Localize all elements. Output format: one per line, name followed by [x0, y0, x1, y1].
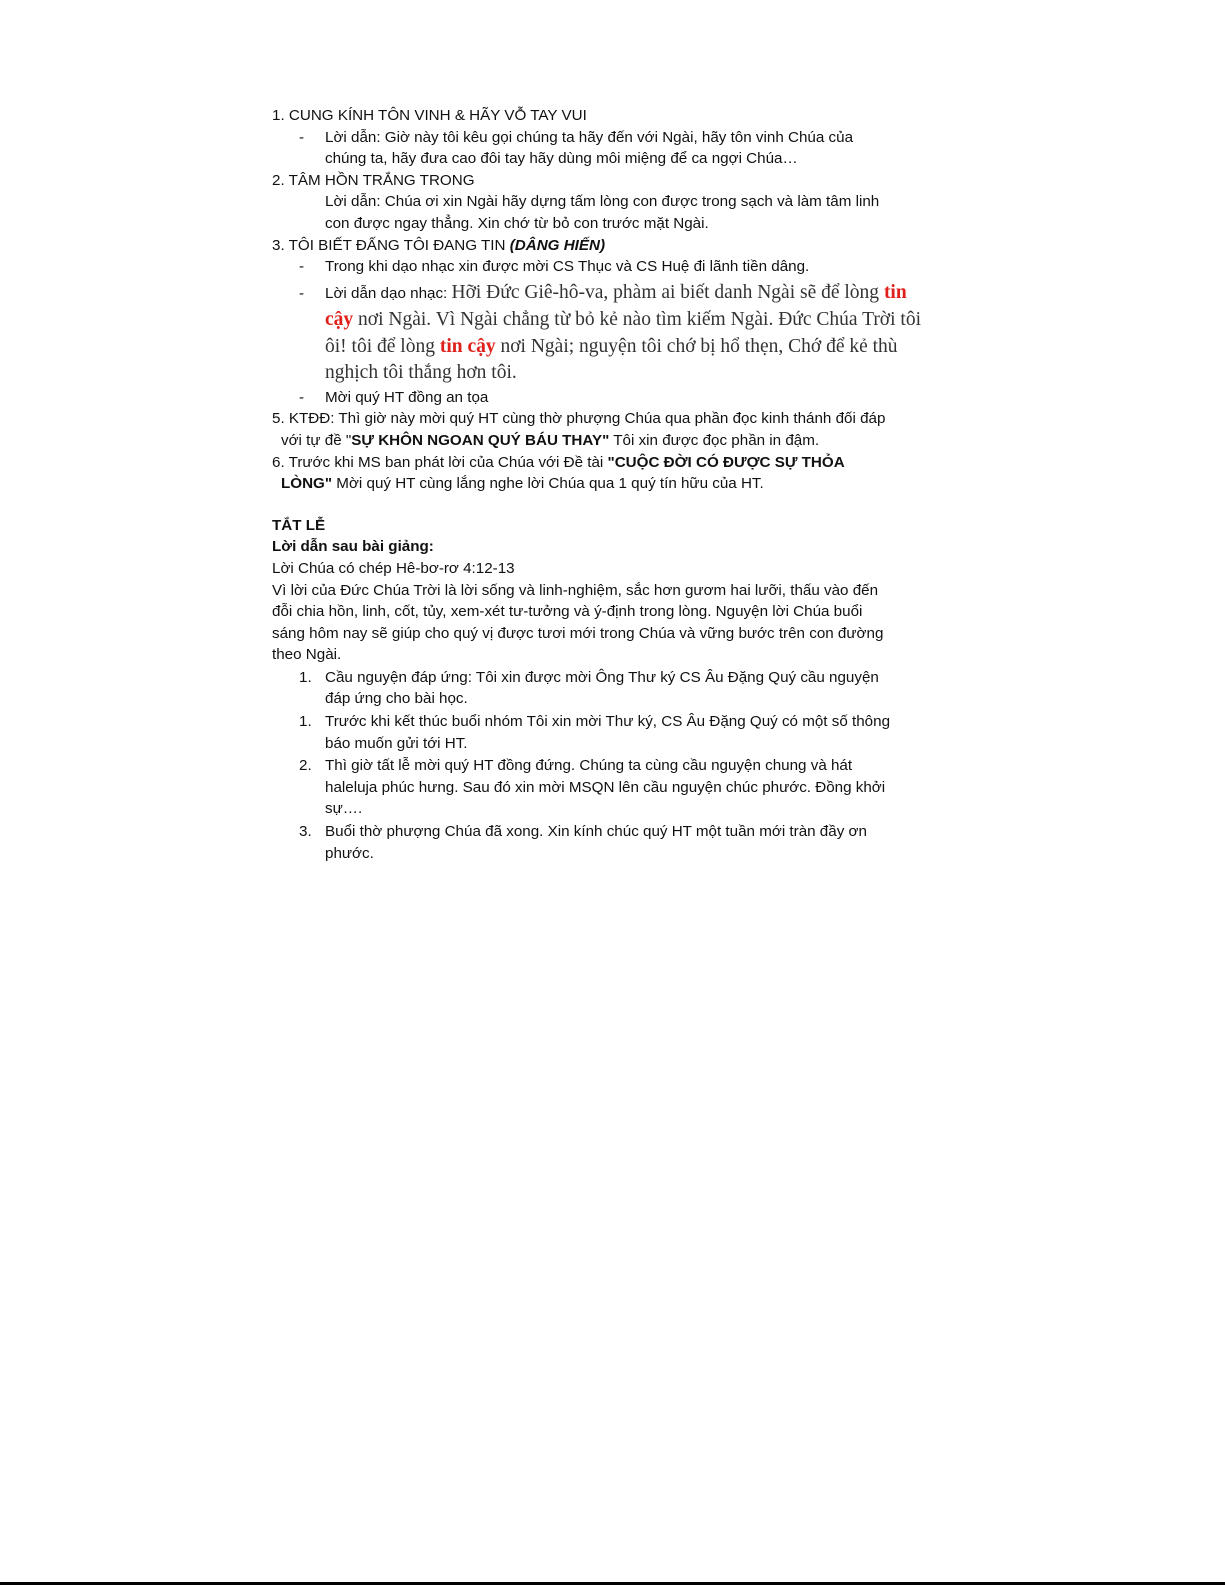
section-1-bullet: [272, 127, 947, 170]
bullet-dash: -: [299, 258, 305, 276]
bullet-dash: -: [299, 388, 305, 406]
item-number: 1.: [299, 668, 312, 686]
closing-subheading: Lời dẫn sau bài giảng:: [272, 538, 434, 556]
section-5-line-1: 5. KTĐĐ: Thì giờ này mời quý HT cùng thờ phượng Chúa qua phần đọc kinh thánh đối đáp: [272, 410, 886, 428]
closing-item-4-line-1: Buổi thờ phượng Chúa đã xong. Xin kính chúc quý HT một tuần mới tràn đầy ơn: [325, 823, 867, 841]
section-5-text-c: Tôi xin được đọc phần in đậm.: [609, 431, 820, 449]
scripture-highlight-1: tin: [883, 281, 907, 303]
item-number: 2.: [299, 757, 312, 775]
section-3-bullet-3: [272, 387, 947, 409]
section-5-text-a: với tự đề ": [281, 431, 352, 449]
section-6-line-1: [272, 452, 947, 474]
scripture-text-c: ôi! tôi để lòng: [325, 335, 440, 357]
section-6-sermon-title: "CUỘC ĐỜI CÓ ĐƯỢC SỰ THỎA: [607, 453, 845, 471]
closing-item-3-line-1: Thì giờ tất lễ mời quý HT đồng đứng. Chúng ta cùng cầu nguyện chung và hát: [325, 757, 853, 775]
section-3-title-text: 3. TÔI BIẾT ĐẤNG TÔI ĐANG TIN: [272, 236, 510, 254]
scripture-line-1: [325, 280, 947, 308]
closing-reference: Lời Chúa có chép Hê-bơ-rơ 4:12-13: [272, 559, 515, 577]
item-number: 3.: [299, 823, 312, 841]
closing-item-2-line-2: báo muốn gửi tới HT.: [325, 734, 468, 752]
scripture-line-2: [325, 307, 947, 334]
scripture-text-a: Hỡi Đức Giê-hô-va, phàm ai biết danh Ngài sẽ để lòng: [451, 281, 884, 303]
section-1-title: 1. CUNG KÍNH TÔN VINH & HÃY VỖ TAY VUI: [272, 107, 587, 124]
section-3-bullet-1-text: Trong khi dạo nhạc xin được mời CS Thục và CS Huệ đi lãnh tiền dâng.: [325, 258, 810, 276]
section-3-bullet-3-text: Mời quý HT đồng an tọa: [325, 388, 489, 406]
section-6-text-b: Mời quý HT cùng lắng nghe lời Chúa qua 1 quý tín hữu của HT.: [332, 475, 764, 493]
closing-paragraph-line-1: Vì lời của Đức Chúa Trời là lời sống và linh-nghiệm, sắc hơn gươm hai lưỡi, thấu vào đến: [272, 581, 879, 599]
section-6-line-2: [272, 473, 947, 495]
section-5-theme: SỰ KHÔN NGOAN QUÝ BÁU THAY": [351, 431, 610, 449]
scripture-highlight-3: tin cậy: [439, 335, 496, 357]
closing-item-4-line-2: phước.: [325, 844, 374, 862]
closing-item-1-line-2: đáp ứng cho bài học.: [325, 690, 468, 708]
closing-item-1: [272, 667, 947, 710]
closing-item-2-line-1: Trước khi kết thúc buổi nhóm Tôi xin mời Thư ký, CS Âu Đặng Quý có một số thông: [325, 713, 891, 731]
closing-item-3-line-3: sự….: [325, 800, 363, 818]
bullet-dash: -: [299, 128, 305, 146]
closing-paragraph-line-2: đỗi chia hồn, linh, cốt, tủy, xem-xét tư-tưởng và ý-định trong lòng. Nguyện lời Chúa buổi: [272, 603, 863, 621]
bullet-dash: -: [299, 284, 305, 302]
scripture-highlight-2: cậy: [325, 309, 354, 331]
scripture-text-b: nơi Ngài. Vì Ngài chẳng từ bỏ kẻ nào tìm kiếm Ngài. Đức Chúa Trời tôi: [353, 309, 921, 331]
section-3-bullet-2: [272, 280, 947, 387]
closing-item-4: [272, 821, 947, 864]
closing-item-3: [272, 755, 947, 820]
section-2-line-2: con được ngay thẳng. Xin chớ từ bỏ con trước mặt Ngài.: [325, 214, 709, 232]
section-3-title: [272, 235, 947, 257]
section-1-line-2: chúng ta, hãy đưa cao đôi tay hãy dùng môi miệng để ca ngợi Chúa…: [325, 150, 798, 168]
section-3-title-emphasis: (DÂNG HIẾN): [509, 236, 606, 254]
closing-heading: TẮT LỄ: [272, 516, 326, 534]
scripture-line-3: [325, 334, 947, 361]
spacer: [272, 495, 947, 515]
scripture-label: Lời dẫn dạo nhạc:: [325, 284, 452, 302]
closing-paragraph-line-3: sáng hôm nay sẽ giúp cho quý vị được tươi mới trong Chúa và vững bước trên con đường: [272, 624, 884, 642]
closing-item-3-line-2: haleluja phúc hưng. Sau đó xin mời MSQN lên cầu nguyện chúc phước. Đồng khởi: [325, 778, 886, 796]
section-1-line-1: Lời dẫn: Giờ này tôi kêu gọi chúng ta hãy đến với Ngài, hãy tôn vinh Chúa của: [325, 128, 854, 146]
section-2-text: [272, 191, 947, 234]
scripture-text-d: nơi Ngài; nguyện tôi chớ bị hổ thẹn, Chớ để kẻ thù: [495, 335, 898, 357]
closing-item-2: [272, 711, 947, 754]
closing-paragraph-line-4: theo Ngài.: [272, 646, 342, 664]
section-2-line-1: Lời dẫn: Chúa ơi xin Ngài hãy dựng tấm lòng con được trong sạch và làm tâm linh: [325, 193, 880, 211]
section-3-bullet-1: [272, 256, 947, 278]
document-page: [272, 105, 947, 864]
section-6-sermon-title-end: LÒNG": [281, 475, 333, 493]
closing-item-1-line-1: Cầu nguyện đáp ứng: Tôi xin được mời Ông Thư ký CS Âu Đặng Quý cầu nguyện: [325, 668, 879, 686]
section-2-title: 2. TÂM HỒN TRẮNG TRONG: [272, 171, 475, 189]
section-6-text-a: 6. Trước khi MS ban phát lời của Chúa với Đề tài: [272, 453, 608, 471]
scripture-line-4: nghịch tôi thắng hơn tôi.: [325, 362, 517, 384]
section-5-line-2: [272, 430, 947, 452]
item-number: 1.: [299, 713, 312, 731]
